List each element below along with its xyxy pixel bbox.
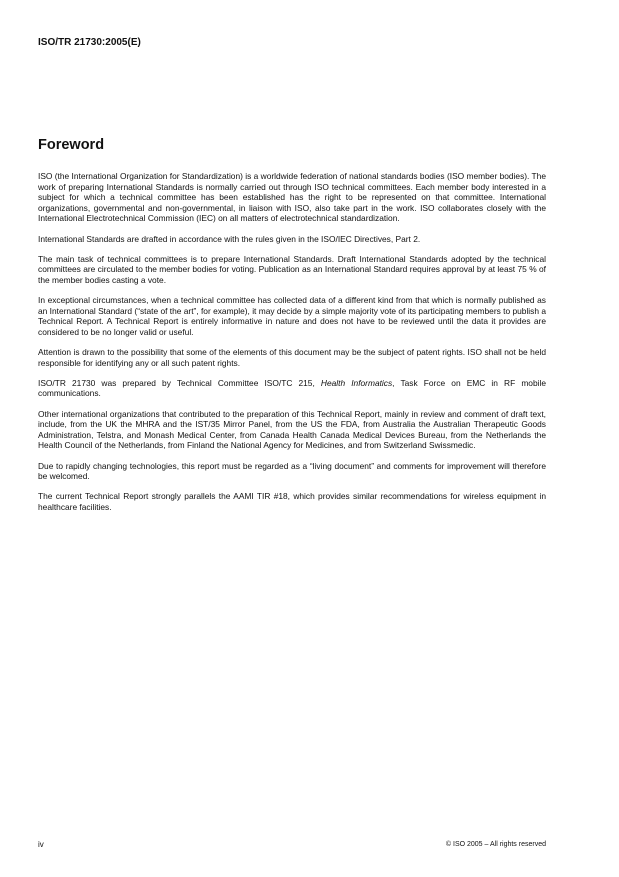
- paragraph-patent-rights: Attention is drawn to the possibility that some of the elements of this document may be the subject of patent rights. ISO shall not be held responsible for identifying any or all such patent rights.: [38, 347, 546, 368]
- paragraph-committee-task: The main task of technical committees is to prepare International Standards. Draft International Standards adopted by the technical committees are circulated to the member bodies for voting. Publication as an International Standard requires approval by at least 75 % of the member bodies casting a vote.: [38, 253, 546, 285]
- page-title: Foreword: [38, 137, 105, 153]
- paragraph-drafting-rules: International Standards are drafted in accordance with the rules given in the ISO/IEC Directives, Part 2.: [38, 233, 421, 244]
- committee-name-emphasis: Health Informatics: [320, 377, 393, 388]
- paragraph-prepared-by: [38, 378, 546, 399]
- paragraph-contributors: Other international organizations that contributed to the preparation of this Technical Report, mainly in review and comment of draft text, include, from the UK the MHRA and the IST/35 Mirror Panel, from the US the FDA, from Australia the Australian Therapeutic Goods Administration, Telstra, and Monash Medical Center, from Canada Health Canada Medical Devices Bureau, from the Netherlands the Health Council of the Netherlands, from Finland the National Agency for Medicines, and from Switzerland Swissmedic.: [38, 408, 546, 451]
- paragraph-living-document: Due to rapidly changing technologies, this report must be regarded as a “living document” and comments for improvement will therefore be welcomed.: [38, 460, 546, 482]
- foreword-body: [38, 171, 546, 522]
- paragraph-aami-parallel: The current Technical Report strongly parallels the AAMI TIR #18, which provides similar recommendations for wireless equipment in healthcare facilities.: [38, 491, 546, 512]
- prepared-by-text-end: , Task Force on EMC in RF mobile communications.: [38, 377, 546, 399]
- prepared-by-text: ISO/TR 21730 was prepared by Technical Committee ISO/TC 215,: [38, 377, 321, 388]
- page-number: iv: [38, 840, 44, 849]
- copyright-notice: © ISO 2005 – All rights reserved: [445, 841, 546, 848]
- paragraph-iso-intro: ISO (the International Organization for Standardization) is a worldwide federation of national standards bodies (ISO member bodies). The work of preparing International Standards is normally carried out through ISO technical committees. Each member body interested in a subject for which a technical committee has been established has the right to be represented on that committee. International organizations, governmental and non-governmental, in liaison with ISO, also take part in the work. ISO collaborates closely with the International Electrotechnical Commission (IEC) on all matters of electrotechnical standardization.: [38, 171, 546, 224]
- document-id: ISO/TR 21730:2005(E): [38, 37, 141, 48]
- paragraph-exceptional-circumstances: In exceptional circumstances, when a technical committee has collected data of a different kind from that which is normally published as an International Standard (“state of the art”, for example), it may decide by a simple majority vote of its participating members to publish a Technical Report. A Technical Report is entirely informative in nature and does not have to be reviewed until the data it provides are considered to be no longer valid or useful.: [38, 295, 546, 337]
